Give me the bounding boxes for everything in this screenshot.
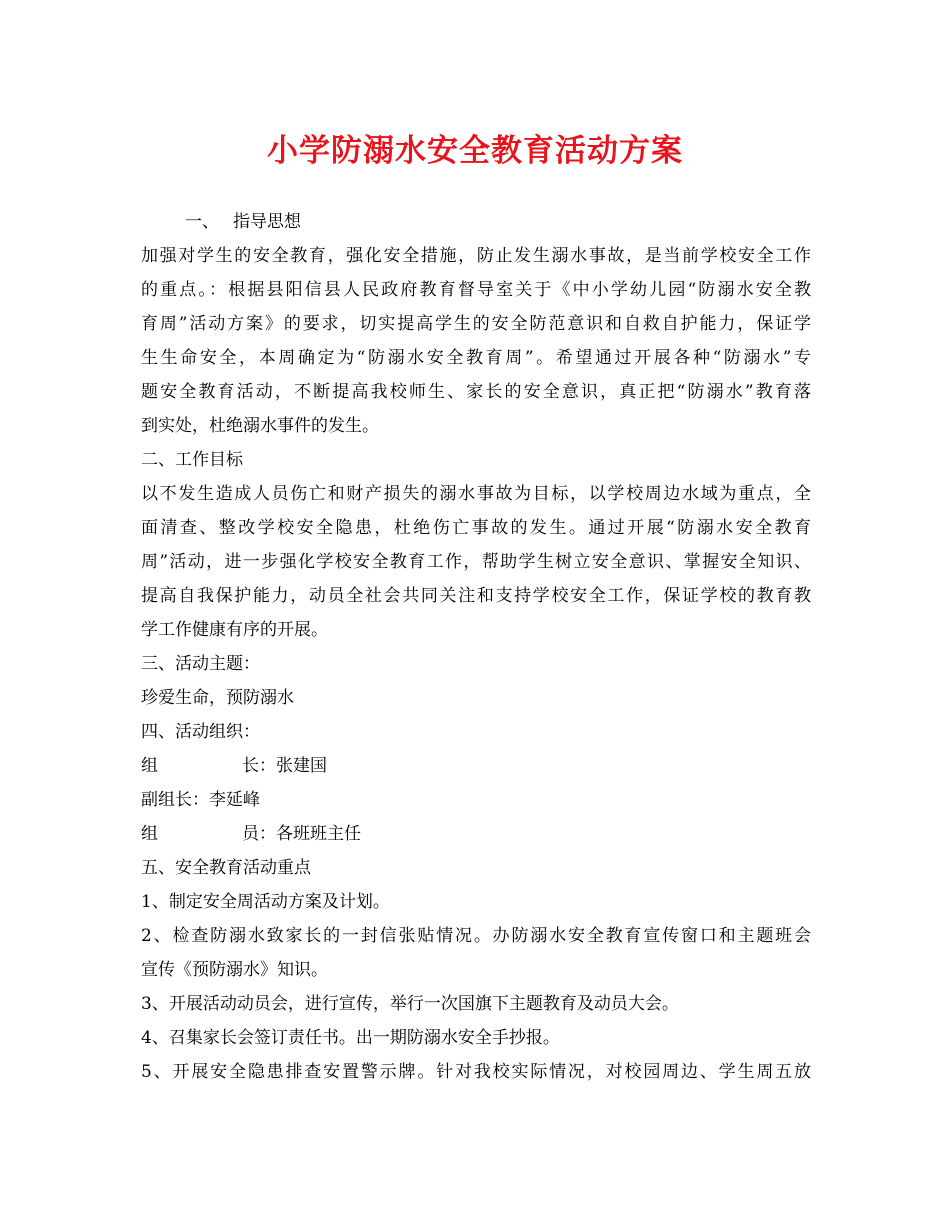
paragraph-line: 生生命安全，本周确定为“防溺水安全教育周”。希望通过开展各种“防溺水”专 — [141, 348, 811, 368]
list-item: 1、制定安全周活动方案及计划。 — [141, 892, 390, 912]
leader-name: 张建国 — [276, 756, 327, 776]
section-2-heading: 二、工作目标 — [141, 450, 243, 470]
list-item-continuation: 宣传《预防溺水》知识。 — [141, 960, 328, 980]
document-title: 小学防溺水安全教育活动方案 — [267, 133, 683, 169]
list-item: 3、开展活动动员会，进行宣传，举行一次国旗下主题教育及动员大会。 — [141, 994, 679, 1014]
group-member-line — [141, 817, 811, 851]
paragraph-line: 以不发生造成人员伤亡和财产损失的溺水事故为目标，以学校周边水域为重点，全 — [141, 484, 811, 504]
paragraph-line: 周”活动，进一步强化学校安全教育工作，帮助学生树立安全意识、掌握安全知识、 — [141, 552, 811, 572]
paragraph-line: 面清查、整改学校安全隐患，杜绝伤亡事故的发生。通过开展“防溺水安全教育 — [141, 518, 811, 538]
member-label-second: 员： — [242, 824, 276, 844]
list-item: 4、召集家长会签订责任书。出一期防溺水安全手抄报。 — [141, 1028, 560, 1048]
paragraph-line: 题安全教育活动，不断提高我校师生、家长的安全意识，真正把“防溺水”教育落 — [141, 382, 811, 402]
paragraph-line: 提高自我保护能力，动员全社会共同关注和支持学校安全工作，保证学校的教育教 — [141, 586, 811, 606]
list-item: 2、检查防溺水致家长的一封信张贴情况。办防溺水安全教育宣传窗口和主题班会 — [141, 926, 811, 946]
activity-theme: 珍爱生命，预防溺水 — [141, 688, 294, 708]
deputy-leader-line: 副组长：李延峰 — [141, 790, 260, 810]
paragraph-line: 加强对学生的安全教育，强化安全措施，防止发生溺水事故，是当前学校安全工作 — [141, 246, 811, 266]
member-label-first: 组 — [141, 824, 158, 844]
paragraph-line: 育周”活动方案》的要求，切实提高学生的安全防范意识和自救自护能力，保证学 — [141, 314, 811, 334]
document-body — [141, 205, 811, 1089]
paragraph-line: 学工作健康有序的开展。 — [141, 620, 328, 640]
leader-label-second: 长： — [242, 756, 276, 776]
list-item: 5、开展安全隐患排查安置警示牌。针对我校实际情况，对校园周边、学生周五放 — [141, 1062, 811, 1082]
member-value: 各班班主任 — [276, 824, 361, 844]
paragraph-line: 到实处，杜绝溺水事件的发生。 — [141, 416, 379, 436]
section-1-number: 一、 — [185, 212, 219, 232]
section-5-heading: 五、安全教育活动重点 — [141, 858, 311, 878]
group-leader-line — [141, 749, 811, 783]
section-4-heading: 四、活动组织： — [141, 722, 260, 742]
leader-label-first: 组 — [141, 756, 158, 776]
section-3-heading: 三、活动主题： — [141, 654, 260, 674]
section-1-heading — [141, 205, 811, 239]
section-1-title: 指导思想 — [233, 212, 301, 232]
paragraph-line: 的重点。：根据县阳信县人民政府教育督导室关于《中小学幼儿园“防溺水安全教 — [141, 280, 811, 300]
